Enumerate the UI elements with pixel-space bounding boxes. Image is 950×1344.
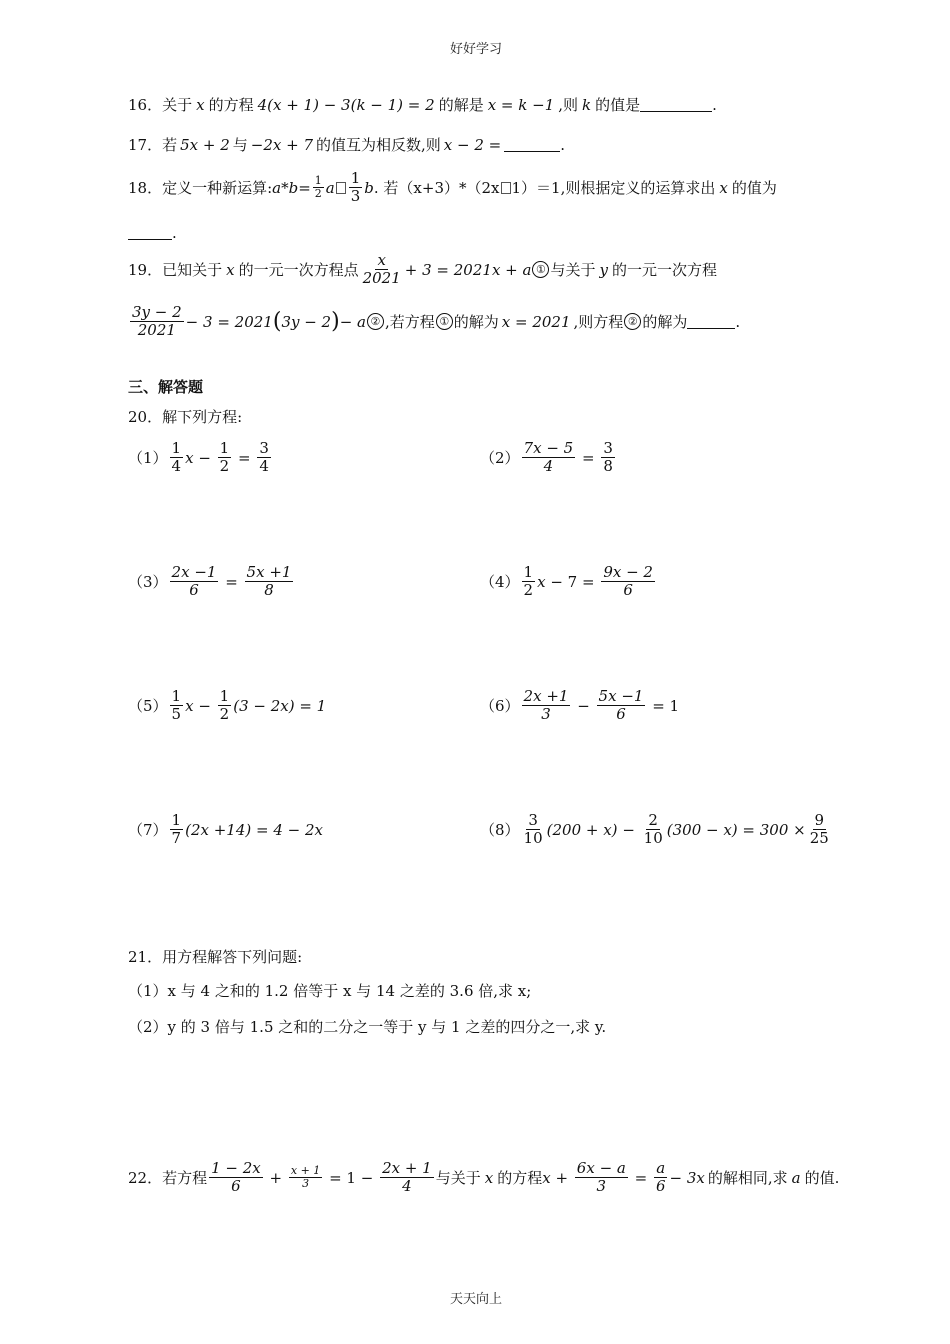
answer-blank[interactable]: [128, 227, 172, 240]
fraction: $\frac{x}{2021}$: [362, 251, 401, 288]
question-18: 18． 定义一种新运算: a*b= $\frac{1}{2}$ a $\frac{1}{3}$ b . 若（x+3）*（2x 1）＝1,则根据定义的运算求出 x 的值为: [128, 169, 777, 206]
question-16: 16． 关于 x 的方程 4(x + 1) − 3(k − 1) = 2 的解是 x = k −1 ,则 k 的值是 .: [128, 95, 717, 114]
question-21-part1: （1）x 与 4 之和的 1.2 倍等于 x 与 14 之差的 3.6 倍,求 x;: [128, 982, 532, 1000]
equation-3: （3） $\frac{2x -1}{6}$ = $\frac{5x +1}{8}$: [128, 563, 292, 600]
equation-4: （4） $\frac{1}{2}$ x − 7 = $\frac{9x - 2}{6}$: [480, 563, 653, 600]
question-number: 17．: [128, 136, 163, 154]
question-20-title: 20．解下列方程:: [128, 408, 243, 426]
answer-blank[interactable]: [504, 137, 560, 152]
equation: 4(x + 1) − 3(k − 1) = 2: [257, 95, 435, 114]
equation-7: （7） $\frac{1}{7}$ (2x +14) = 4 − 2x: [128, 811, 323, 848]
question-19: 19． 已知关于 x 的一元一次方程点 $\frac{x}{2021}$ + 3 = 2021x + a ① 与关于 y 的一元一次方程: [128, 251, 717, 288]
answer-blank[interactable]: [640, 97, 712, 112]
question-number: 18．: [128, 179, 163, 198]
question-21-part2: （2）y 的 3 倍与 1.5 之和的二分之一等于 y 与 1 之差的四分之一,求 y.: [128, 1018, 607, 1036]
question-19-line2: $\frac{3y - 2}{2021}$ − 3 = 2021 ( 3y − 2 ) − a ② ,若方程 ① 的解为 x = 2021 ,则方程 ② 的解为 .: [132, 303, 741, 340]
fraction: $\frac{1}{3}$: [350, 169, 361, 206]
question-21-title: 21．用方程解答下列问题:: [128, 948, 303, 966]
unknown-symbol: [336, 182, 346, 194]
equation-2: （2） $\frac{7x - 5}{4}$ = $\frac{3}{8}$: [480, 439, 613, 476]
equation-6: （6） $\frac{2x +1}{3}$ − $\frac{5x -1}{6}$ = 1: [480, 687, 680, 724]
page-footer: 天天向上: [450, 1292, 503, 1307]
fraction: $\frac{3y - 2}{2021}$: [132, 303, 182, 340]
question-22: 22． 若方程 $\frac{1 - 2x}{6}$ + $\frac{x + 1}{3}$ = 1 − $\frac{2x + 1}{4}$ 与关于 x 的方程 x + $\frac{6x - a}{3}$ = $\frac{a}{6}$ − 3x 的解相同,求 a 的值.: [128, 1159, 840, 1196]
question-number: 22．: [128, 1169, 163, 1188]
equation-8: （8） $\frac{3}{10}$ (200 + x) − $\frac{2}{10}$ (300 − x) = 300 × $\frac{9}{25}$: [480, 811, 829, 848]
question-17: 17． 若 5x + 2 与 −2x + 7 的值互为相反数,则 x − 2 = .: [128, 135, 566, 154]
section-title: 三、解答题: [128, 378, 204, 396]
equation-1: （1） $\frac{1}{4}$ x − $\frac{1}{2}$ = $\frac{3}{4}$: [128, 439, 269, 476]
equation-5: （5） $\frac{1}{5}$ x − $\frac{1}{2}$ (3 − 2x) = 1: [128, 687, 327, 724]
question-18-answer: .: [128, 224, 177, 242]
unknown-symbol: [501, 182, 511, 194]
fraction: $\frac{1}{2}$: [314, 173, 322, 201]
question-number: 19．: [128, 261, 163, 280]
question-number: 16．: [128, 96, 163, 114]
page-header: 好好学习: [450, 42, 503, 57]
answer-blank[interactable]: [687, 314, 735, 329]
